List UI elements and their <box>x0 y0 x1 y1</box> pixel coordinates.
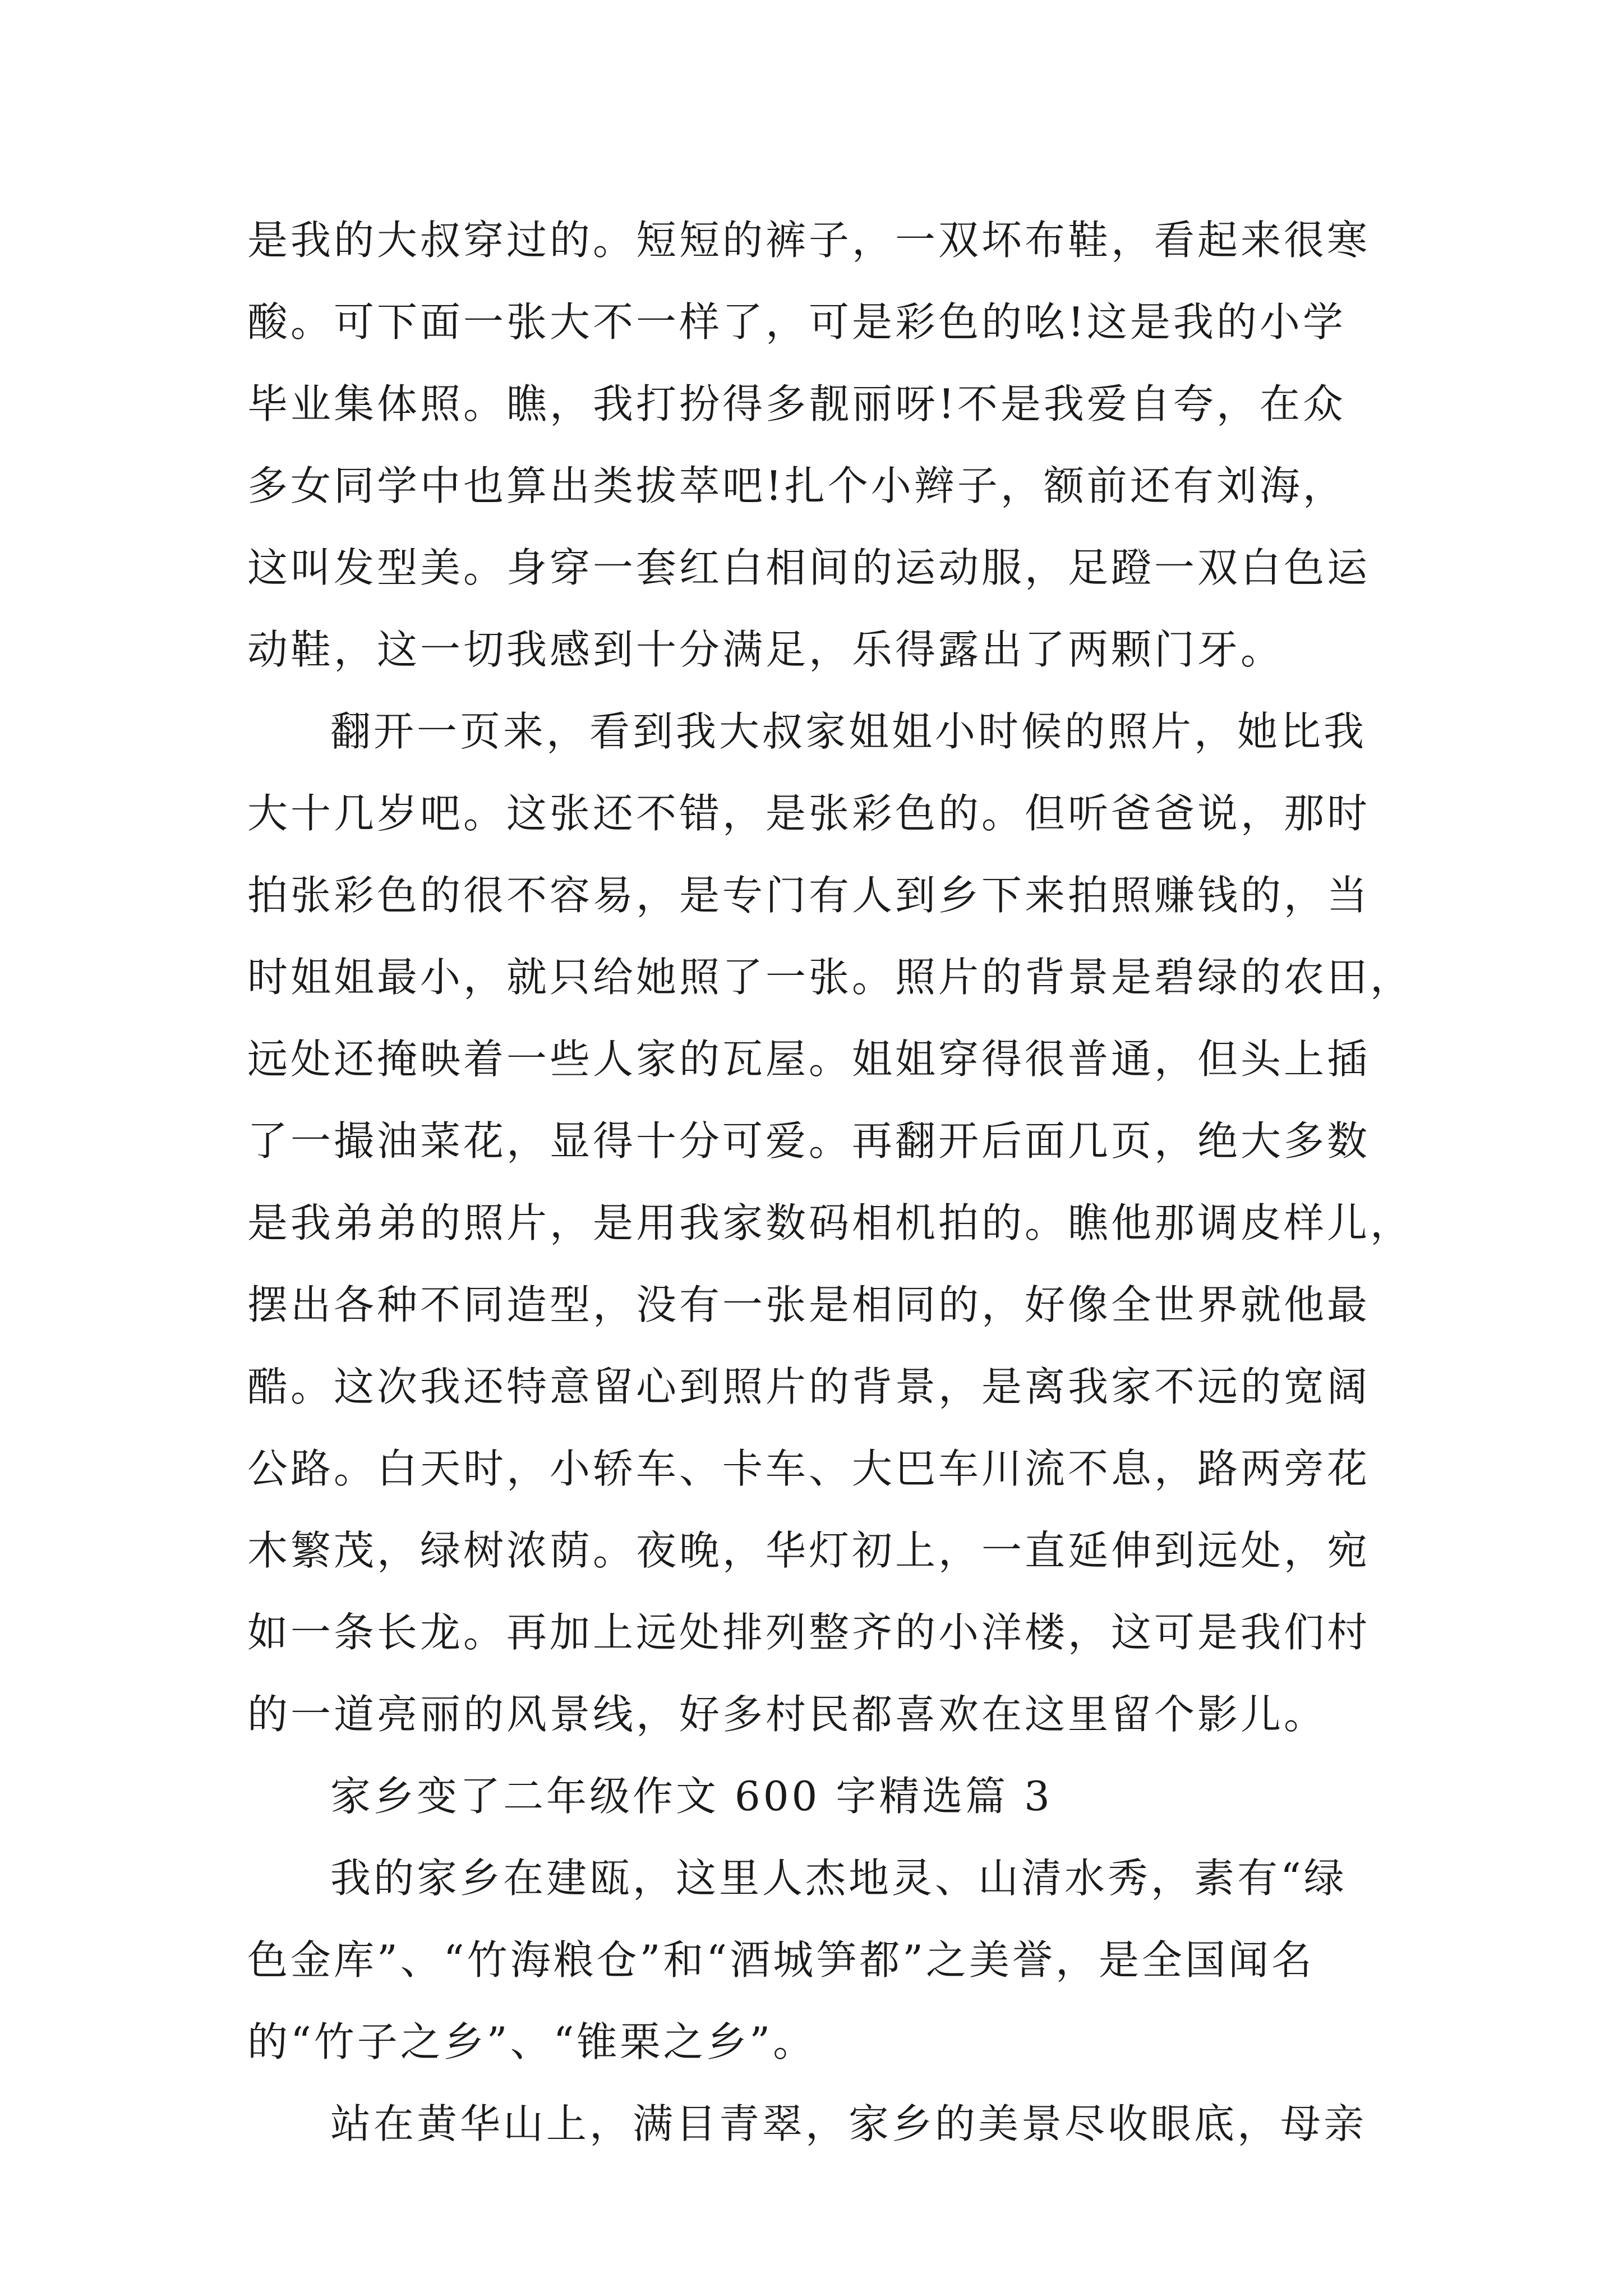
text-line: 拍张彩色的很不容易，是专门有人到乡下来拍照赚钱的，当 <box>247 872 1371 919</box>
text-line: 远处还掩映着一些人家的瓦屋。姐姐穿得很普通，但头上插 <box>247 1036 1371 1083</box>
text-line: 了一撮油菜花，显得十分可爱。再翻开后面几页，绝大多数 <box>247 1117 1371 1165</box>
text-line: 色金库”、“竹海粮仓”和“酒城笋都”之美誉，是全国闻名 <box>247 1936 1315 1984</box>
section-heading: 家乡变了二年级作文 600 字精选篇 3 <box>330 1773 1053 1820</box>
paragraph-start-line: 站在黄华山上，满目青翠，家乡的美景尽收眼底，母亲 <box>330 2100 1367 2147</box>
text-line: 如一条长龙。再加上远处排列整齐的小洋楼，这可是我们村 <box>247 1609 1371 1656</box>
text-line: 的一道亮丽的风景线，好多村民都喜欢在这里留个影儿。 <box>247 1691 1327 1738</box>
text-line: 公路。白天时，小轿车、卡车、大巴车川流不息，路两旁花 <box>247 1445 1371 1492</box>
text-line: 的“竹子之乡”、“锥栗之乡”。 <box>247 2018 817 2065</box>
text-line: 动鞋，这一切我感到十分满足，乐得露出了两颗门牙。 <box>247 626 1284 673</box>
text-line: 大十几岁吧。这张还不错，是张彩色的。但听爸爸说，那时 <box>247 790 1371 837</box>
text-line: 摆出各种不同造型，没有一张是相同的，好像全世界就他最 <box>247 1281 1371 1328</box>
paragraph-start-line: 我的家乡在建瓯，这里人杰地灵、山清水秀，素有“绿 <box>330 1855 1347 1902</box>
text-line: 是我弟弟的照片，是用我家数码相机拍的。瞧他那调皮样儿， <box>247 1199 1414 1246</box>
document-body <box>247 199 1414 2165</box>
paragraph-start-line: 翻开一页来，看到我大叔家姐姐小时候的照片，她比我 <box>330 708 1367 755</box>
text-line: 酷。这次我还特意留心到照片的背景，是离我家不远的宽阔 <box>247 1363 1371 1410</box>
text-line: 时姐姐最小，就只给她照了一张。照片的背景是碧绿的农田， <box>247 954 1414 1001</box>
text-line: 是我的大叔穿过的。短短的裤子，一双坏布鞋，看起来很寒 <box>247 217 1371 264</box>
text-line: 多女同学中也算出类拔萃吧!扎个小辫子，额前还有刘海， <box>247 462 1346 509</box>
text-line: 这叫发型美。身穿一套红白相间的运动服，足蹬一双白色运 <box>247 544 1371 591</box>
text-line: 木繁茂，绿树浓荫。夜晚，华灯初上，一直延伸到远处，宛 <box>247 1527 1371 1574</box>
text-line: 酸。可下面一张大不一样了，可是彩色的吆!这是我的小学 <box>247 298 1346 346</box>
text-line: 毕业集体照。瞧，我打扮得多靓丽呀!不是我爱自夸，在众 <box>247 380 1346 427</box>
